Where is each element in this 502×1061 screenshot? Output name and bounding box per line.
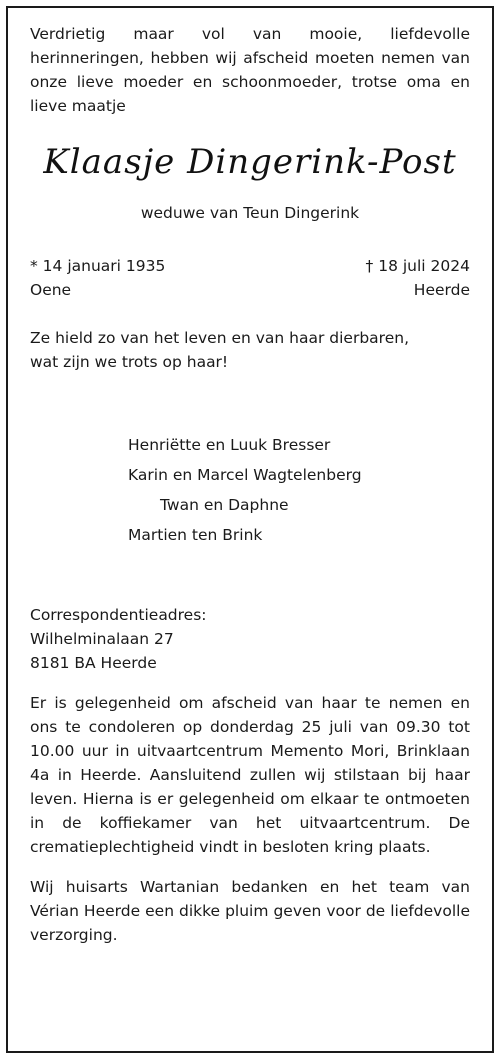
deceased-name: Klaasje Dingerink-Post [43,142,457,182]
family-member: Twan en Daphne [160,496,289,514]
address-city: 8181 BA Heerde [30,654,157,672]
birth-place: Oene [30,281,72,299]
family-list [30,430,470,550]
address-label: Correspondentieadres: [30,606,207,624]
widow-of: weduwe van Teun Dingerink [140,204,360,222]
life-dates [30,254,470,302]
quote-line: wat zijn we trots op haar! [30,353,229,371]
quote-line: Ze hield zo van het leven en van haar dierbaren, [30,329,409,347]
death-announcement [30,22,470,947]
quote [30,326,470,374]
birth-date: * 14 januari 1935 [30,257,166,275]
family-member: Karin en Marcel Wagtelenberg [128,466,362,484]
thanks-text: Wij huisarts Wartanian bedanken en het team van Vérian Heerde een dikke pluim geven voor de liefdevolle verzorging. [30,878,470,944]
death-place: Heerde [413,281,470,299]
intro-text: Verdrietig maar vol van mooie, liefdevolle herinneringen, hebben wij afscheid moeten nemen van onze lieve moeder en schoonmoeder, trotse oma en lieve maatje [30,25,470,115]
birth-block [30,254,165,302]
death-date: † 18 juli 2024 [365,257,470,275]
death-block [366,254,470,302]
correspondence-address [30,603,470,675]
address-street: Wilhelminalaan 27 [30,630,174,648]
farewell-text: Er is gelegenheid om afscheid van haar te nemen en ons te condoleren op donderdag 25 juli van 09.30 tot 10.00 uur in uitvaartcentrum Memento Mori, Brinklaan 4a in Heerde. Aansluitend zullen wij stilstaan bij haar leven. Hierna is er gelegenheid om elkaar te ontmoeten in de koffiekamer van het uitvaartcentrum. De crematieplechtigheid vindt in besloten kring plaats. [30,694,470,856]
family-member: Martien ten Brink [128,526,263,544]
family-member: Henriëtte en Luuk Bresser [128,436,331,454]
